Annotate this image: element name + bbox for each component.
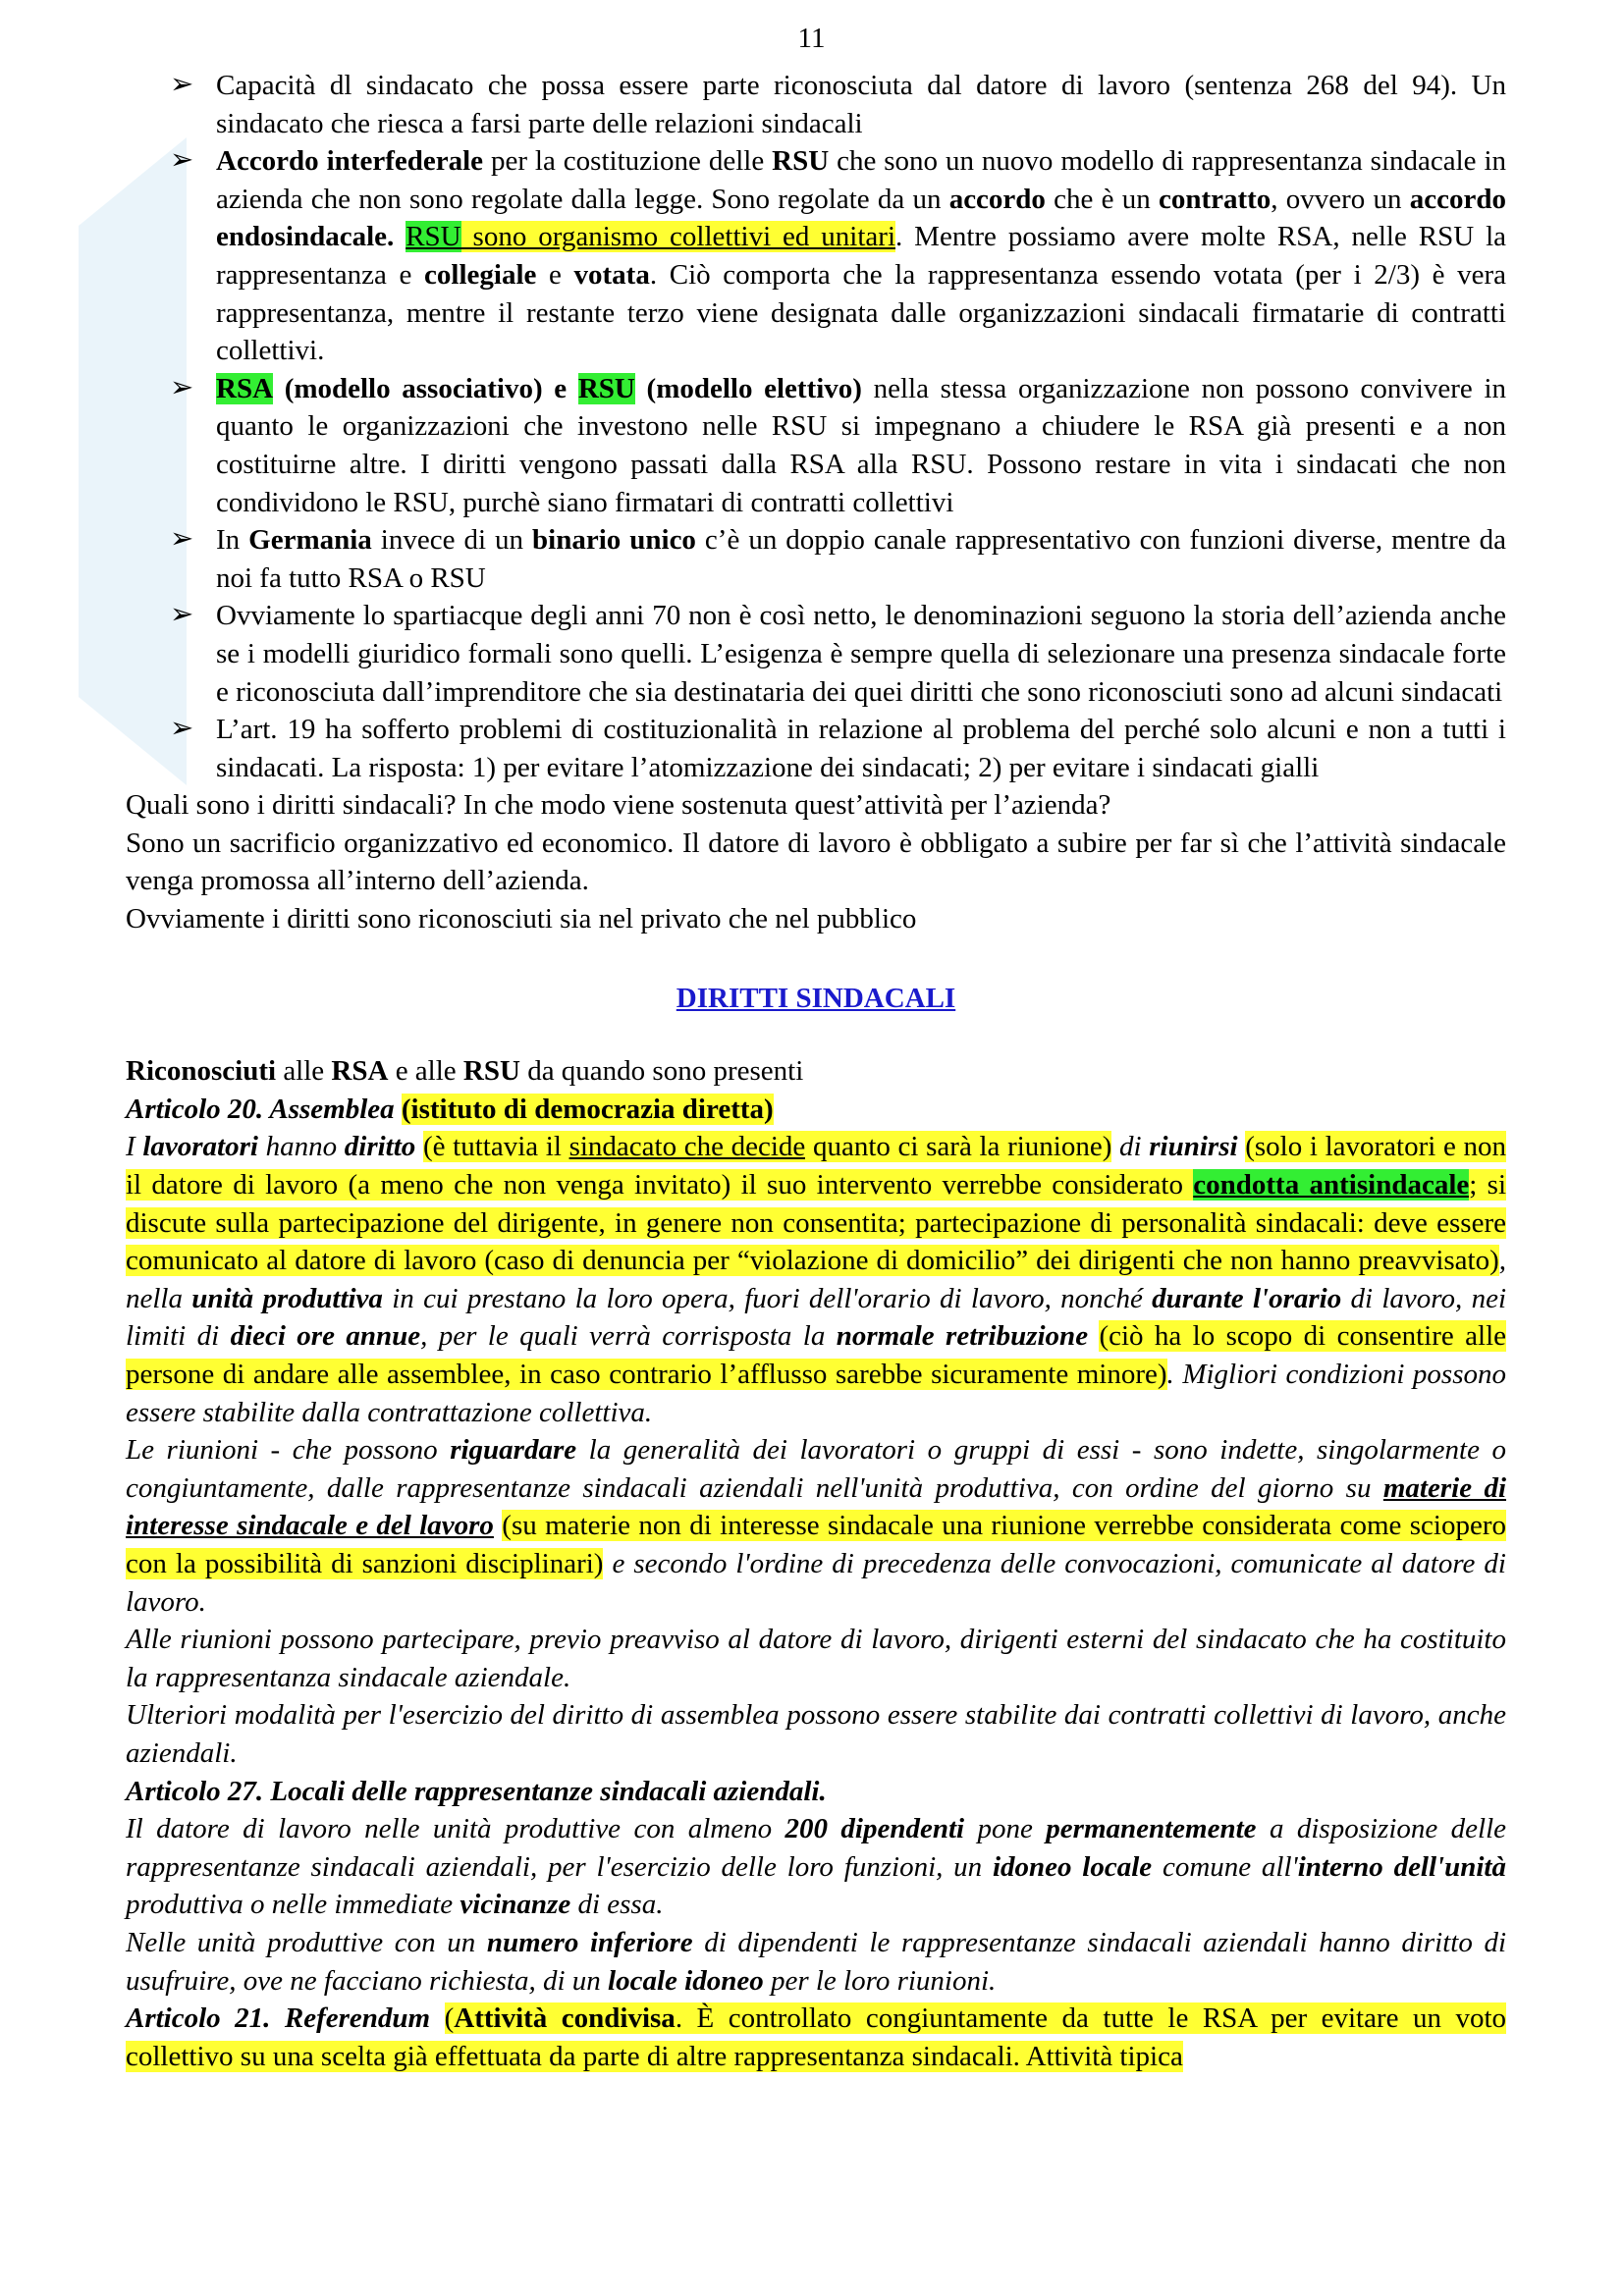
text-run: , ovvero un (1271, 183, 1410, 215)
text-run: vicinanze (460, 1889, 571, 1921)
text-run: riunirsi (1149, 1131, 1238, 1163)
text-run: Articolo 27. Locali delle rappresentanze sindacali aziendali. (126, 1775, 827, 1807)
text-run: per la costituzione delle (483, 145, 773, 178)
text-run: hanno (257, 1131, 345, 1163)
text-run: unità produttiva (191, 1282, 383, 1314)
text-run: Ovviamente i diritti sono riconosciuti sia nel privato che nel pubblico (126, 903, 917, 935)
arrow-bullet-icon: ➢ (170, 713, 194, 745)
bullet-item (126, 142, 1506, 370)
text-run: la generalità dei lavoratori o gruppi di essi - sono indette, singolarmente o congiuntamente, dalle rappresentanze sindacali aziendali nell'unità produttiva, con ordine del giorno su (126, 1434, 1506, 1504)
text-run: Il datore di lavoro nelle unità produttive con almeno (126, 1813, 785, 1845)
text-run: sono organismo collettivi ed unitari (460, 221, 896, 253)
text-run: quanto ci sarà la riunione) (805, 1131, 1112, 1163)
text-run: Articolo 21. Referendum (126, 2002, 431, 2035)
intro-paragraph (126, 900, 1506, 938)
body-paragraph (126, 1773, 1506, 1811)
bullet-item (126, 597, 1506, 711)
text-run: che è un (1045, 183, 1159, 215)
text-run: RSU (772, 145, 830, 178)
text-run: Accordo interfederale (216, 145, 484, 178)
text-run: di dipendenti le rappresentanze sindacali aziendali hanno diritto di usufruire, ove ne facciano richiesta, di un (126, 1926, 1506, 1997)
text-run: Attività condivisa (454, 2002, 676, 2035)
text-run: a disposizione delle rappresentanze sindacali aziendali, per l'esercizio delle loro funzioni, un (126, 1813, 1507, 1883)
text-run: RSU (577, 372, 635, 404)
bullet-item (126, 67, 1506, 142)
text-run: materie di interesse sindacale e del lavoro (126, 1471, 1507, 1542)
text-run: , nella (126, 1245, 1506, 1314)
text-run: (istituto di democrazia diretta) (401, 1093, 774, 1125)
text-run: invece di un (371, 524, 533, 557)
text-run: 200 dipendenti (784, 1813, 965, 1845)
text-run: Alle riunioni possono partecipare, previo preavviso al datore di lavoro, dirigenti esterni del sindacato che ha costituito la rappresentanza sindacale aziendale. (126, 1624, 1506, 1693)
text-run: comune all' (1152, 1850, 1298, 1883)
text-run: RSU (462, 1055, 520, 1088)
body-paragraph (126, 1621, 1506, 1696)
text-run: produttiva o nelle immediate (126, 1889, 460, 1921)
bullet-item (126, 370, 1506, 521)
text-run: dieci ore annue (230, 1320, 421, 1353)
bullet-item (126, 711, 1506, 786)
text-run: riguardare (450, 1434, 577, 1467)
text-run: diritto (344, 1131, 416, 1163)
text-run: alle (276, 1055, 332, 1088)
text-run: Articolo 20. Assemblea (126, 1093, 402, 1125)
text-run: permanentemente (1046, 1813, 1257, 1845)
main-paragraphs (126, 1052, 1506, 2075)
text-run: in cui prestano la loro opera, fuori dell'orario di lavoro, nonché (382, 1282, 1153, 1314)
text-run: normale retribuzione (836, 1320, 1089, 1353)
text-run: (è tuttavia il (422, 1131, 569, 1163)
text-run: di (1111, 1131, 1150, 1163)
text-run: numero inferiore (486, 1926, 693, 1958)
text-run: idoneo locale (992, 1850, 1153, 1883)
text-run: contratto (1158, 183, 1271, 215)
text-run (635, 373, 647, 404)
document-body (126, 67, 1506, 2075)
page-number: 11 (797, 23, 826, 54)
text-run: ( (444, 2002, 455, 2035)
text-run: Germania (248, 524, 372, 557)
text-run: per le loro riunioni. (763, 1964, 997, 1997)
text-run: RSU (406, 221, 461, 253)
intro-paragraph (126, 825, 1506, 900)
text-run (394, 221, 406, 252)
text-run: binario unico (532, 524, 696, 557)
text-run: ; si discute sulla partecipazione del dirigente, in genere non consentita; partecipazione di personalità sindacali: deve essere comunicato al datore di lavoro (caso di denuncia per “violazione di domicilio” dei dirigenti che non hanno preavvisato) (126, 1169, 1506, 1277)
text-run: pone (964, 1813, 1047, 1845)
text-run: durante l'orario (1152, 1282, 1342, 1314)
text-run (430, 2002, 444, 2034)
body-paragraph (126, 1128, 1506, 1431)
text-run: . Migliori condizioni possono essere stabilite dalla contrattazione collettiva. (126, 1359, 1506, 1428)
text-run: Nelle unità produttive con un (126, 1926, 487, 1958)
text-run: Ovviamente lo spartiacque degli anni 70 non è così netto, le denominazioni seguono la storia dell’azienda anche se i modelli giuridico formali sono quelli. L’esigenza è sempre quella di selezionare una presenza sindacale forte e riconosciuta dall’imprenditore che sia destinataria dei quei diritti che sono riconosciuti sono ad alcuni sindacati (216, 600, 1506, 708)
body-paragraph (126, 1091, 1506, 1129)
text-run: (su materie non di interesse sindacale una riunione verrebbe considerata come sciopero con la possibilità di sanzioni disciplinari) (126, 1510, 1506, 1579)
text-run: (solo i lavoratori e non il datore di lavoro (a meno che non venga invitato) il suo intervento verrebbe considerato (126, 1131, 1507, 1201)
text-run: votata (573, 258, 650, 291)
text-run: condotta antisindacale (1193, 1169, 1470, 1201)
text-run: e (536, 258, 574, 291)
text-run: . È controllato congiuntamente da tutte le RSA per evitare un voto collettivo su una scelta già effettuata da parte di altre rappresentanza sindacali. Attività tipica (126, 2002, 1507, 2072)
text-run: . Ciò comporta che la rappresentanza essendo votata (per i 2/3) è vera rappresentanza, mentre il restante terzo viene designata dalle organizzazioni sindacali firmatarie di contratti collettivi. (216, 258, 1507, 367)
text-run: . Mentre possiamo avere molte RSA, nelle RSU la rappresentanza e (216, 221, 1507, 291)
text-run: RSA (331, 1055, 389, 1088)
text-run: RSA (216, 372, 274, 404)
text-run: Sono un sacrificio organizzativo ed economico. Il datore di lavoro è obbligato a subire per far sì che l’attività sindacale venga promossa all’interno dell’azienda. (126, 827, 1506, 897)
text-run: e secondo l'ordine di precedenza delle convocazioni, comunicate al datore di lavoro. (126, 1547, 1506, 1618)
text-run: (modello elettivo) (646, 372, 862, 404)
text-run (273, 373, 285, 404)
arrow-bullet-icon: ➢ (170, 523, 194, 556)
text-run: di lavoro, nei limiti di (126, 1282, 1506, 1353)
text-run: che sono un nuovo modello di rappresentanza sindacale in azienda che non sono regolate dalla legge. Sono regolate da un (216, 145, 1507, 215)
body-paragraph (126, 1810, 1506, 1924)
text-run: (modello associativo) e (284, 372, 578, 404)
text-run: locale idoneo (608, 1964, 764, 1997)
arrow-bullet-icon: ➢ (170, 599, 194, 631)
body-paragraph (126, 1924, 1506, 2000)
text-run: interno dell'unità (1297, 1850, 1506, 1883)
section-heading: DIRITTI SINDACALI (676, 982, 956, 1014)
text-run: Ulteriori modalità per l'esercizio del diritto di assemblea possono essere stabilite dai contratti collettivi di lavoro, anche aziendali. (126, 1699, 1506, 1769)
intro-paragraphs (126, 786, 1506, 937)
text-run: In (216, 524, 249, 557)
bullet-item (126, 521, 1506, 597)
text-run: Riconosciuti (126, 1055, 277, 1088)
body-paragraph (126, 1696, 1506, 1772)
body-paragraph (126, 1431, 1506, 1621)
text-run: collegiale (424, 258, 537, 291)
text-run (415, 1131, 423, 1162)
text-run: accordo endosindacale. (216, 183, 1506, 253)
arrow-bullet-icon: ➢ (170, 371, 194, 403)
text-run: Capacità dl sindacato che possa essere parte riconosciuta dal datore di lavoro (sentenza 268 del 94). Un sindacato che riesca a farsi parte delle relazioni sindacali (216, 70, 1506, 139)
text-run: , per le quali verrà corrisposta la (420, 1320, 837, 1353)
intro-paragraph (126, 786, 1506, 825)
text-run: e alle (388, 1055, 463, 1088)
text-run: (ciò ha lo scopo di consentire alle persone di andare alle assemblee, in caso contrario l’afflusso sarebbe sicuramente minore) (126, 1320, 1507, 1390)
text-run: di essa. (570, 1889, 664, 1921)
text-run: Le riunioni - che possono (126, 1434, 451, 1467)
arrow-bullet-icon: ➢ (170, 144, 194, 177)
text-run: da quando sono presenti (519, 1055, 804, 1088)
text-run (1088, 1320, 1099, 1352)
arrow-bullet-icon: ➢ (170, 69, 194, 100)
bullet-list (126, 67, 1506, 786)
text-run: I (126, 1131, 143, 1163)
text-run: accordo (948, 183, 1046, 215)
text-run: sindacato che decide (568, 1131, 806, 1163)
text-run: L’art. 19 ha sofferto problemi di costituzionalità in relazione al problema del perché solo alcuni e non a tutti i sindacati. La risposta: 1) per evitare l’atomizzazione dei sindacati; 2) per evitare i sindacati gialli (216, 714, 1506, 783)
text-run: Quali sono i diritti sindacali? In che modo viene sostenuta quest’attività per l’azienda? (126, 789, 1111, 822)
body-paragraph (126, 2000, 1506, 2075)
text-run: nella stessa organizzazione non possono convivere in quanto le organizzazioni che investono nelle RSU si impegnano a chiudere le RSA già presenti e a non costituirne altre. I diritti vengono passati dalla RSA alla RSU. Possono restare in vita i sindacati che non condividono le RSU, purchè siano firmatari di contratti collettivi (216, 372, 1507, 518)
body-paragraph (126, 1052, 1506, 1091)
text-run: c’è un doppio canale rappresentativo con funzioni diverse, mentre da noi fa tutto RSA o RSU (216, 524, 1506, 594)
text-run: lavoratori (142, 1131, 258, 1163)
